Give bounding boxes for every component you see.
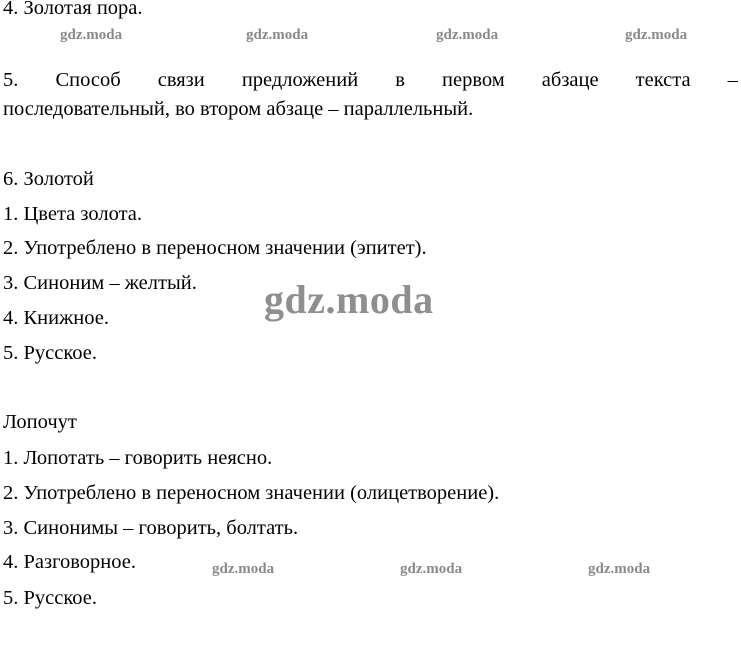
word-2-item: 3. Синонимы – говорить, болтать.: [3, 517, 299, 539]
word: предложений: [241, 69, 359, 91]
word: текста: [635, 69, 691, 91]
answer-4: 4. Золотая пора.: [3, 0, 143, 19]
word-2-heading: Лопочут: [3, 411, 77, 433]
answer-5-line-1: [3, 68, 738, 92]
word: 5.: [3, 69, 19, 91]
watermark: gdz.moda: [246, 27, 309, 43]
watermark: gdz.moda: [588, 561, 651, 577]
word-2-item: 1. Лопотать – говорить неясно.: [3, 447, 273, 469]
watermark-center: gdz.moda: [264, 277, 434, 322]
word-1-item: 2. Употреблено в переносном значении (эпитет).: [3, 237, 427, 259]
word: в: [395, 69, 405, 91]
word-1-item: 4. Книжное.: [3, 307, 109, 329]
word: Способ: [55, 69, 121, 91]
word-2-item: 5. Русское.: [3, 587, 97, 609]
word-2-item: 4. Разговорное.: [3, 551, 136, 573]
answer-5-line-2: последовательный, во втором абзаце – параллельный.: [3, 98, 474, 120]
word-1-heading: 6. Золотой: [3, 168, 94, 190]
watermark: gdz.moda: [625, 27, 688, 43]
word: –: [727, 69, 738, 91]
word-1-item: 3. Синоним – желтый.: [3, 272, 197, 294]
word-2-item: 2. Употреблено в переносном значении (олицетворение).: [3, 482, 500, 504]
word: первом: [442, 69, 505, 91]
word-1-item: 5. Русское.: [3, 342, 97, 364]
word: связи: [157, 69, 205, 91]
watermark: gdz.moda: [212, 561, 275, 577]
watermark: gdz.moda: [436, 27, 499, 43]
watermark: gdz.moda: [400, 561, 463, 577]
word: абзаце: [541, 69, 599, 91]
word-1-item: 1. Цвета золота.: [3, 203, 142, 225]
watermark: gdz.moda: [60, 27, 123, 43]
